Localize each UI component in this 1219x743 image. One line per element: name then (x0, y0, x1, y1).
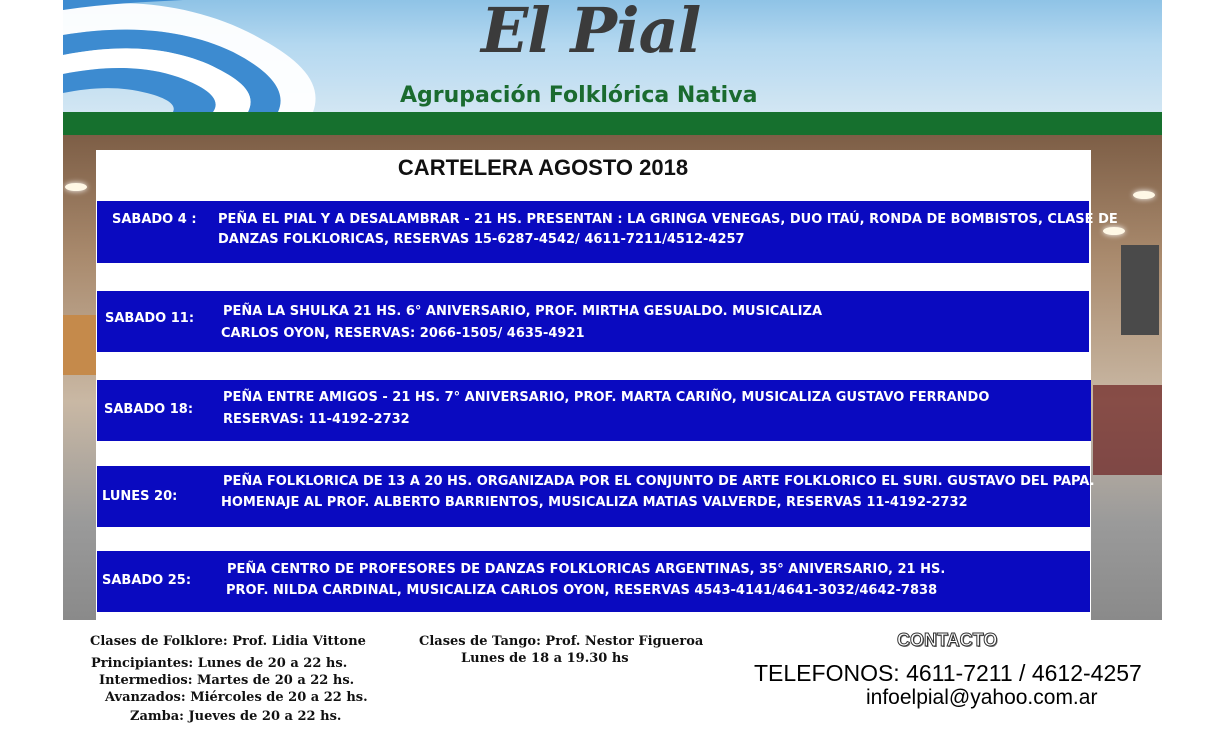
event-row (97, 291, 1089, 352)
event-date: SABADO 4 : (112, 212, 197, 227)
event-row (97, 201, 1118, 263)
event-line: PROF. NILDA CARDINAL, MUSICALIZA CARLOS OYON, RESERVAS 4543-4141/4641-3032/4642-7838 (226, 583, 938, 598)
event-line: HOMENAJE AL PROF. ALBERTO BARRIENTOS, MUSICALIZA MATIAS VALVERDE, RESERVAS 11-4192-2732 (221, 495, 968, 510)
event-row (97, 466, 1095, 527)
event-line: DANZAS FOLKLORICAS, RESERVAS 15-6287-4542/ 4611-7211/4512-4257 (218, 232, 745, 247)
event-row (97, 551, 1090, 612)
header-banner (63, 0, 1162, 112)
event-line: PEÑA FOLKLORICA DE 13 A 20 HS. ORGANIZADA POR EL CONJUNTO DE ARTE FOLKLORICO EL SURI. GUSTAVO DEL PAPA. (223, 474, 1095, 489)
contact-phones: TELEFONOS: 4611-7211 / 4612-4257 (754, 660, 1142, 686)
event-date: LUNES 20: (102, 489, 178, 504)
contact-title: CONTACTO (897, 630, 998, 650)
folklore-classes-title: Clases de Folklore: Prof. Lidia Vittone (90, 634, 366, 649)
event-line: PEÑA CENTRO DE PROFESORES DE DANZAS FOLKLORICAS ARGENTINAS, 35° ANIVERSARIO, 21 HS. (227, 562, 946, 577)
green-divider-bar (63, 112, 1162, 135)
event-row (97, 380, 1091, 441)
event-date: SABADO 25: (102, 573, 192, 588)
billboard-title: CARTELERA AGOSTO 2018 (397, 155, 689, 180)
site-subtitle: Agrupación Folklórica Nativa (400, 83, 758, 108)
event-date: SABADO 11: (105, 311, 195, 326)
tango-classes-title: Clases de Tango: Prof. Nestor Figueroa (419, 634, 704, 649)
tango-schedule: Lunes de 18 a 19.30 hs (461, 651, 629, 666)
event-line: RESERVAS: 11-4192-2732 (223, 412, 410, 427)
event-line: PEÑA LA SHULKA 21 HS. 6° ANIVERSARIO, PROF. MIRTHA GESUALDO. MUSICALIZA (223, 304, 823, 319)
folklore-level: Principiantes: Lunes de 20 a 22 hs. (91, 656, 348, 671)
folklore-level: Intermedios: Martes de 20 a 22 hs. (99, 673, 355, 688)
event-line: CARLOS OYON, RESERVAS: 2066-1505/ 4635-4921 (221, 326, 585, 341)
flag-waves-decoration (63, 0, 363, 112)
folklore-level: Zamba: Jueves de 20 a 22 hs. (130, 709, 342, 724)
contact-email[interactable]: infoelpial@yahoo.com.ar (866, 686, 1098, 709)
site-title: El Pial (481, 0, 701, 67)
event-line: PEÑA ENTRE AMIGOS - 21 HS. 7° ANIVERSARIO, PROF. MARTA CARIÑO, MUSICALIZA GUSTAVO FERRANDO (223, 390, 990, 405)
event-date: SABADO 18: (104, 402, 194, 417)
event-line: PEÑA EL PIAL Y A DESALAMBRAR - 21 HS. PRESENTAN : LA GRINGA VENEGAS, DUO ITAÚ, RONDA DE BOMBISTOS, CLASE DE (218, 212, 1118, 227)
folklore-level: Avanzados: Miércoles de 20 a 22 hs. (105, 690, 368, 705)
